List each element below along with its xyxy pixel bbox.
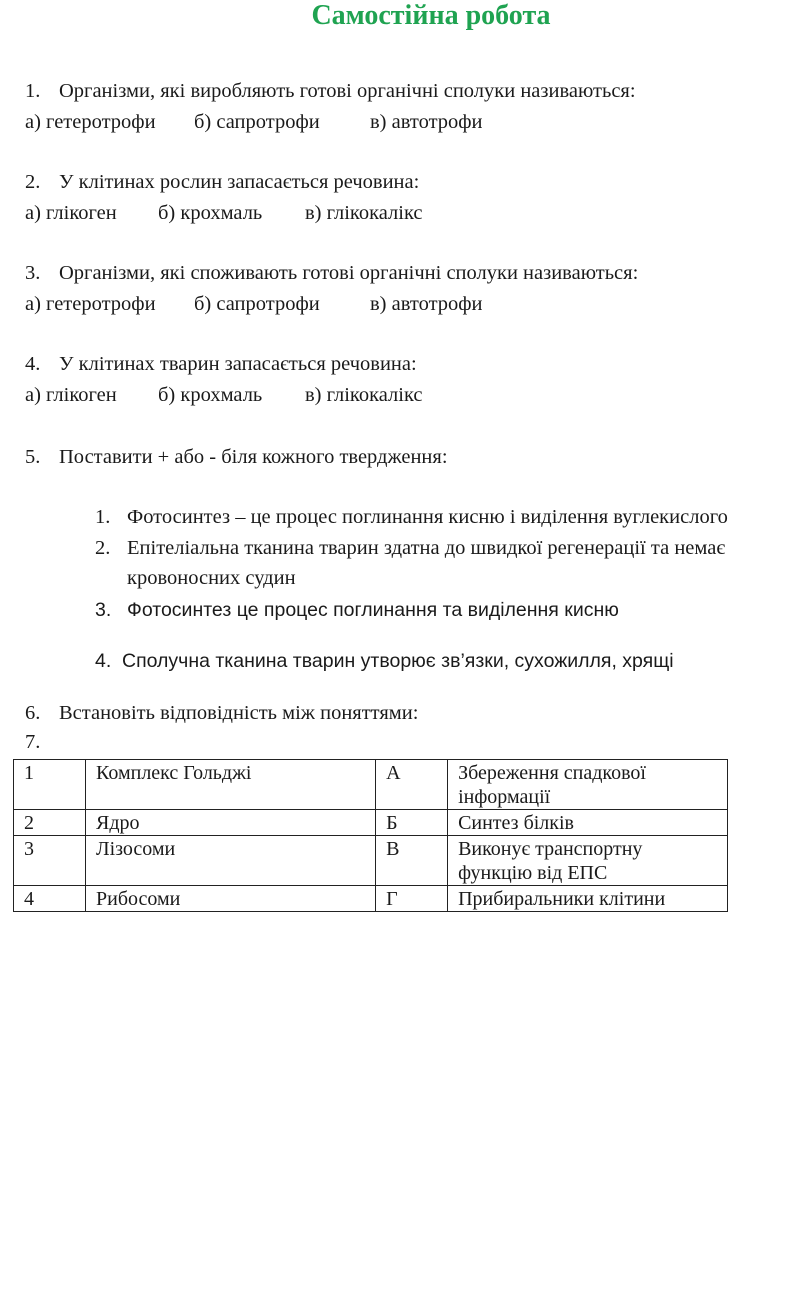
question-3-option-a: а) гетеротрофи — [25, 293, 156, 315]
question-3-option-c: в) автотрофи — [370, 293, 483, 315]
question-4-option-b: б) крохмаль — [158, 384, 263, 406]
question-number: 2. — [25, 171, 41, 193]
statement-text: Фотосинтез – це процес поглинання кисню і виділення вуглекислого — [127, 506, 728, 528]
question-number: 3. — [25, 262, 41, 284]
question-number: 6. — [25, 702, 41, 724]
question-5 — [25, 446, 448, 469]
question-4-option-a: а) глікоген — [25, 384, 117, 406]
definition-line: Збереження спадкової — [458, 762, 646, 784]
letter-cell: В — [376, 836, 448, 886]
question-number: 4. — [25, 353, 41, 375]
question-text: Організми, які виробляють готові органічні сполуки називаються: — [59, 80, 636, 102]
question-4-option-c: в) глікокалікс — [305, 384, 423, 406]
definition-cell — [448, 836, 728, 886]
page-title: Самостійна робота — [311, 0, 551, 31]
statement-number: 3. — [95, 599, 112, 621]
row-number: 3 — [14, 836, 86, 886]
definition-cell: Синтез білків — [448, 810, 728, 836]
statement-text: Фотосинтез це процес поглинання та виділення кисню — [127, 599, 619, 621]
statement-4 — [95, 650, 674, 673]
table-row — [14, 810, 728, 836]
definition-cell — [448, 760, 728, 810]
question-number: 5. — [25, 446, 41, 468]
statement-text: Сполучна тканина тварин утворює зв’язки, сухожилля, хрящі — [122, 650, 674, 672]
statement-1 — [95, 506, 728, 529]
definition-line: інформації — [458, 786, 551, 808]
row-number: 2 — [14, 810, 86, 836]
term-cell: Ядро — [86, 810, 376, 836]
letter-cell: Г — [376, 886, 448, 912]
statement-2-continuation: кровоносних судин — [127, 567, 296, 589]
question-1-option-a: а) гетеротрофи — [25, 111, 156, 133]
term-cell: Лізосоми — [86, 836, 376, 886]
question-number: 1. — [25, 80, 41, 102]
question-text: У клітинах тварин запасається речовина: — [59, 353, 417, 375]
question-3 — [25, 262, 638, 285]
row-number: 4 — [14, 886, 86, 912]
question-text: Поставити + або - біля кожного твердження: — [59, 446, 448, 468]
row-number: 1 — [14, 760, 86, 810]
statement-number: 2. — [95, 537, 111, 559]
statement-2 — [95, 537, 725, 560]
question-2-option-b: б) крохмаль — [158, 202, 263, 224]
table-row — [14, 760, 728, 810]
definition-cell: Прибиральники клітини — [448, 886, 728, 912]
matching-table — [13, 759, 728, 912]
question-text: Організми, які споживають готові органічні сполуки називаються: — [59, 262, 639, 284]
definition-line: Виконує транспортну — [458, 838, 643, 860]
table-row — [14, 886, 728, 912]
question-2-option-c: в) глікокалікс — [305, 202, 423, 224]
question-4 — [25, 353, 417, 376]
definition-line: функцію від ЕПС — [458, 862, 608, 884]
table-row — [14, 836, 728, 886]
statement-3 — [95, 599, 619, 622]
term-cell: Рибосоми — [86, 886, 376, 912]
statement-number: 1. — [95, 506, 111, 528]
question-3-option-b: б) сапротрофи — [194, 293, 320, 315]
letter-cell: А — [376, 760, 448, 810]
letter-cell: Б — [376, 810, 448, 836]
question-1 — [25, 80, 636, 103]
question-text: Встановіть відповідність між поняттями: — [59, 702, 419, 724]
term-cell: Комплекс Гольджі — [86, 760, 376, 810]
question-1-option-c: в) автотрофи — [370, 111, 483, 133]
statement-number: 4. — [95, 650, 112, 672]
statement-text: Епітеліальна тканина тварин здатна до швидкої регенерації та немає — [127, 537, 726, 559]
question-2-option-a: а) глікоген — [25, 202, 117, 224]
question-1-option-b: б) сапротрофи — [194, 111, 320, 133]
question-2 — [25, 171, 419, 194]
question-7-number: 7. — [25, 731, 41, 753]
question-text: У клітинах рослин запасається речовина: — [59, 171, 420, 193]
question-6 — [25, 702, 418, 725]
